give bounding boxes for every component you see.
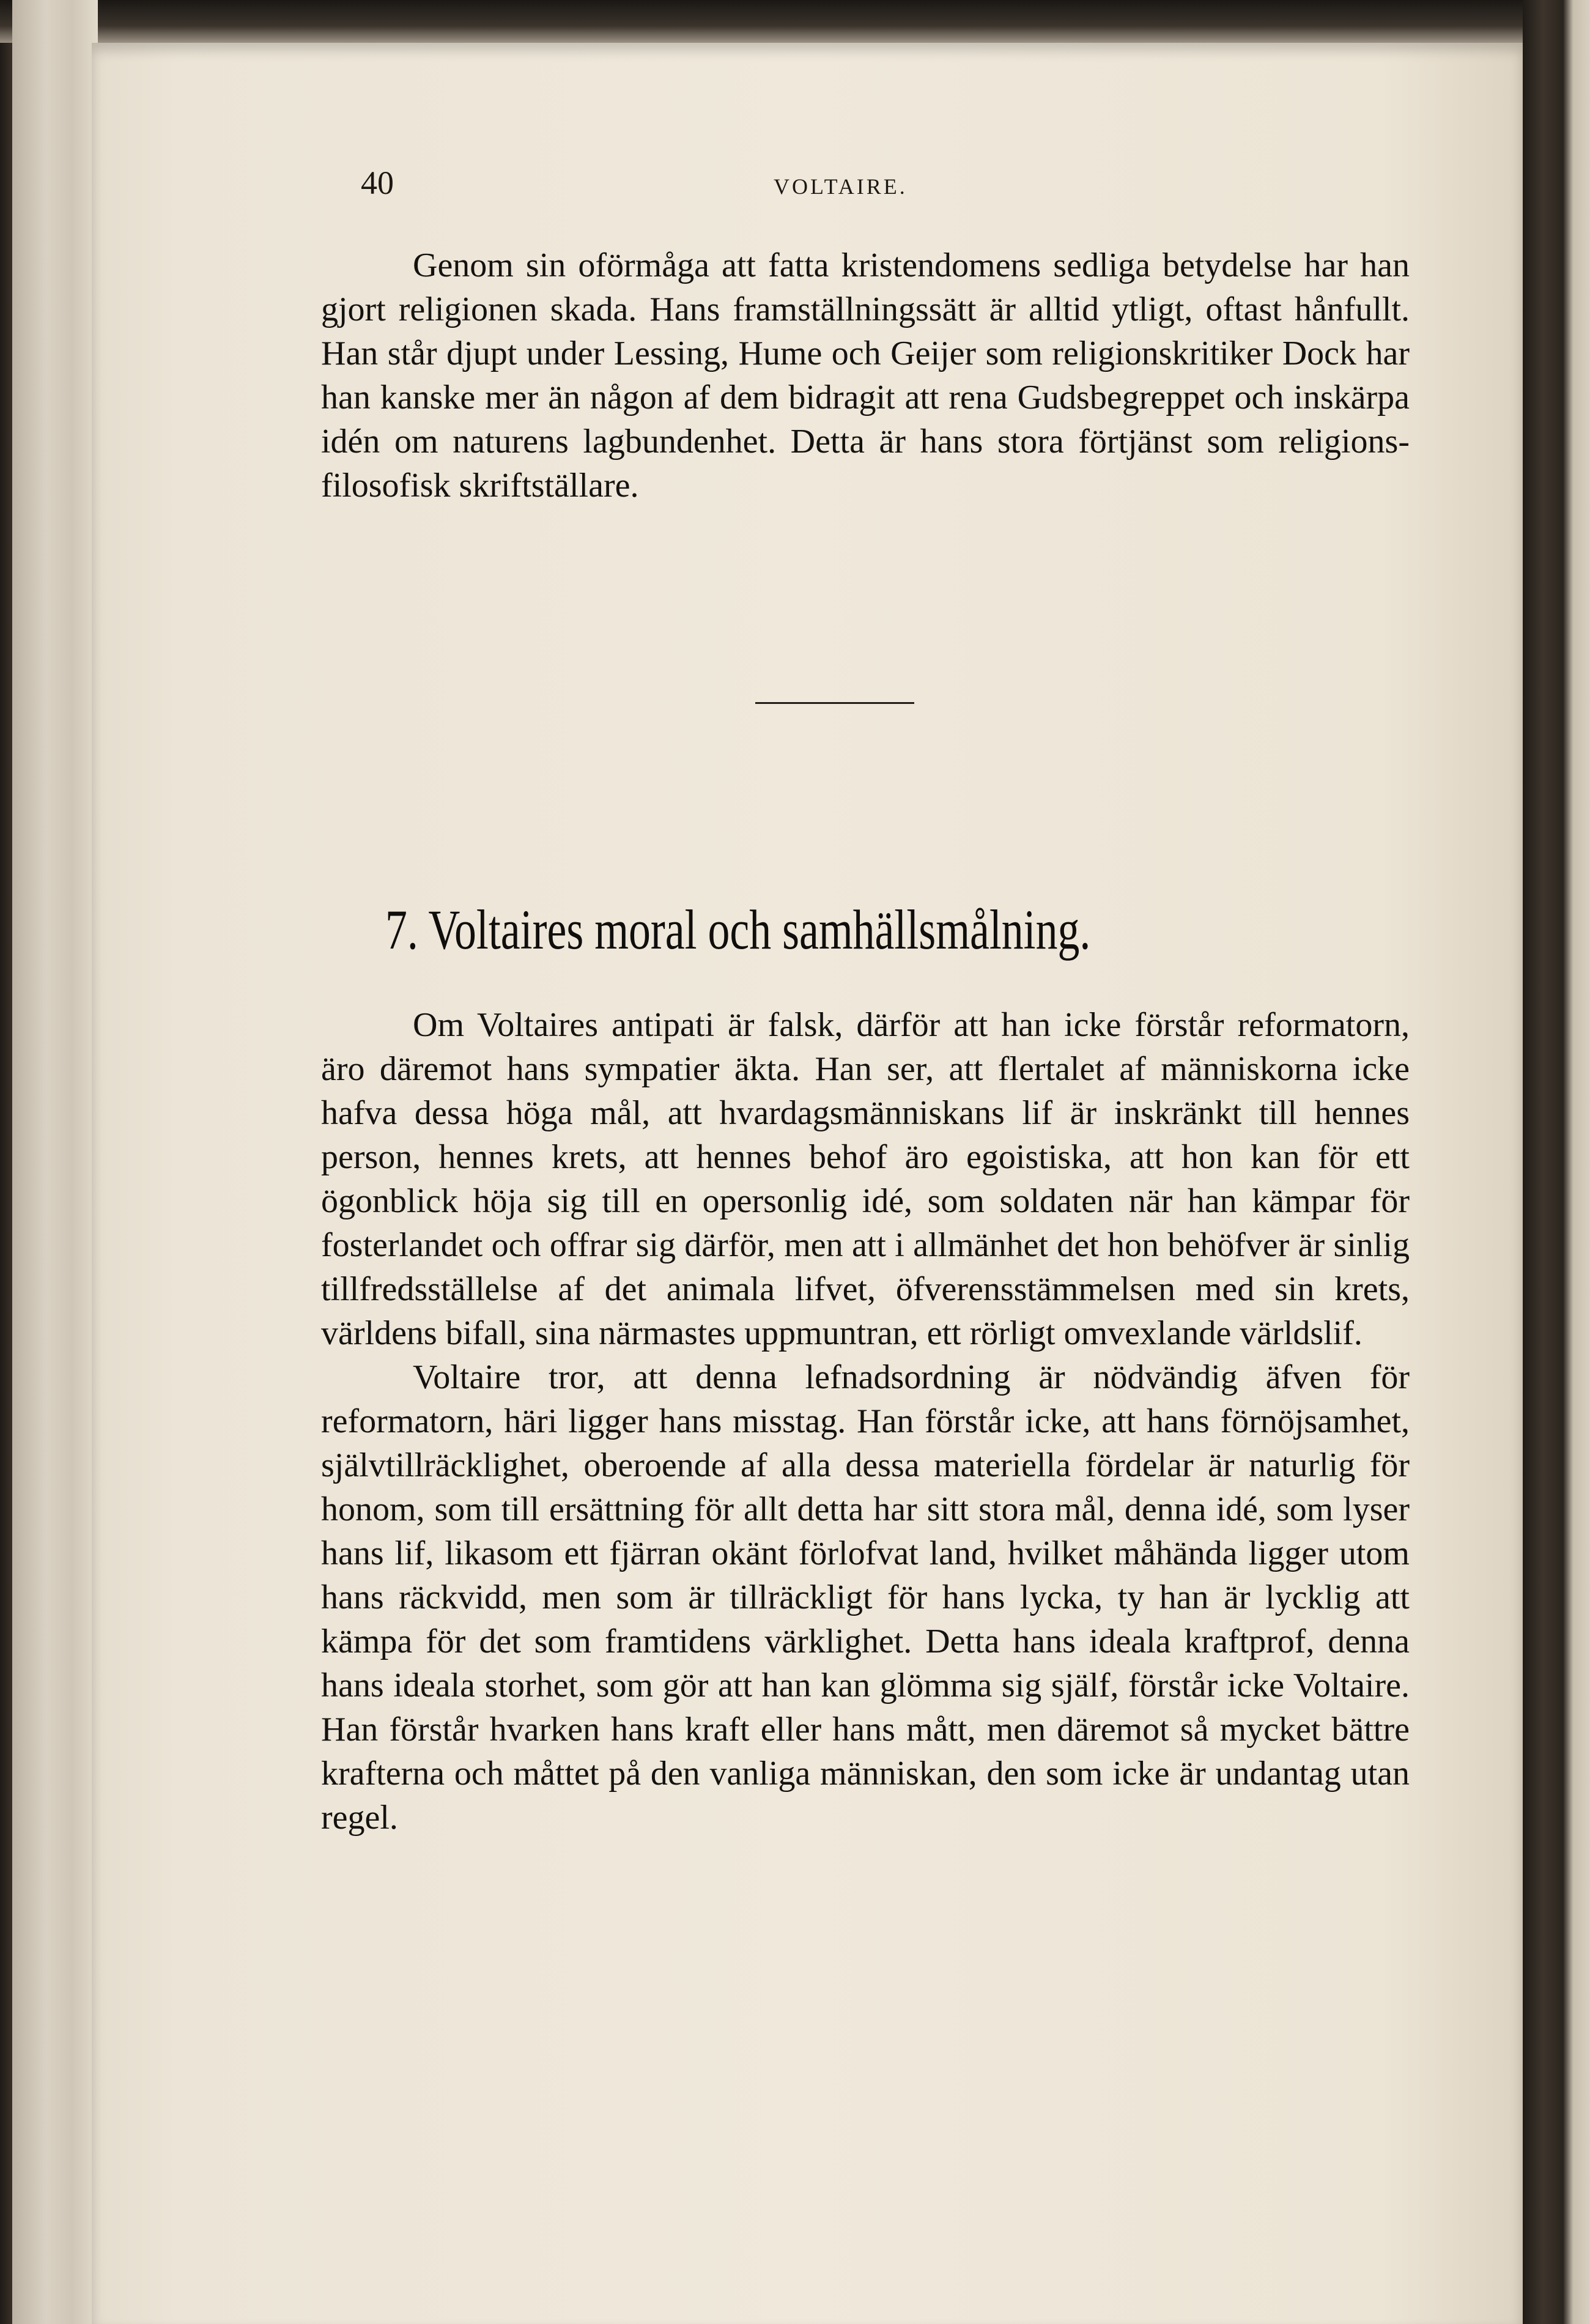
paragraph: Om Voltaires antipati är falsk, därför att han icke förstår reformatorn, äro däremot hans sympatier äkta. Han ser, att flertalet af människorna icke hafva dessa höga mål, att hvardagsmänniskans lif är inskränkt till hennes person, hennes krets, att hennes behof äro egoistiska, att hon kan för ett ögonblick höja sig till en opersonlig idé, som soldaten när han kämpar för fosterlandet och offrar sig därför, men att i allmänhet det hon behöfver är sinlig tillfredsställelse af det animala lifvet, öfverensstämmelsen med sin krets, världens bifall, sina närmastes uppmuntran, ett rörligt omvexlande världslif. — [321, 1006, 1410, 1352]
previous-pages-edge — [12, 0, 98, 2324]
paragraph: Voltaire tror, att denna lefnadsordning är nödvändig äfven för reformatorn, häri ligger hans misstag. Han förstår icke, att hans förnöjsamhet, självtillräcklighet, oberoende af alla dessa materiella fördelar är naturlig för honom, som till ersättning för allt detta har sitt stora mål, denna idé, som lyser hans lif, likasom ett fjärran okänt förlofvat land, hvilket måhända ligger utom hans räckvidd, men som är tillräckligt för hans lycka, ty han är lycklig att kämpa för det som framtidens värklighet. Detta hans ideala kraftprof, denna hans ideala storhet, som gör att han kan glömma sig själf, förstår icke Voltaire. Han förstår hvarken hans kraft eller hans mått, men däremot så mycket bättre krafterna och måttet på den vanliga människan, den som icke är undantag utan regel. — [321, 1358, 1410, 1837]
page-number: 40 — [361, 165, 394, 201]
paragraphs-after-section — [321, 1003, 1410, 1840]
running-head — [361, 164, 1413, 207]
section-divider-rule — [755, 702, 914, 704]
paragraph: Genom sin oförmåga att fatta kristendomens sedliga betydelse har han gjort religionen skada. Hans framställningssätt är alltid ytligt, oftast hånfullt. Han står djupt under Lessing, Hume och Geijer som religionskritiker Dock har han kanske mer än någon af dem bidragit att rena Gudsbegreppet och inskärpa idén om naturens lagbundenhet. Detta är hans stora förtjänst som religions-filosofisk skriftställare. — [321, 246, 1410, 505]
paragraphs-before-section — [321, 243, 1410, 508]
running-title: VOLTAIRE. — [774, 174, 908, 199]
book-top-shadow — [0, 0, 1590, 43]
section-heading: 7. Voltaires moral och samhällsmålning. — [385, 898, 1091, 961]
book-spine-edge — [1523, 0, 1590, 2324]
